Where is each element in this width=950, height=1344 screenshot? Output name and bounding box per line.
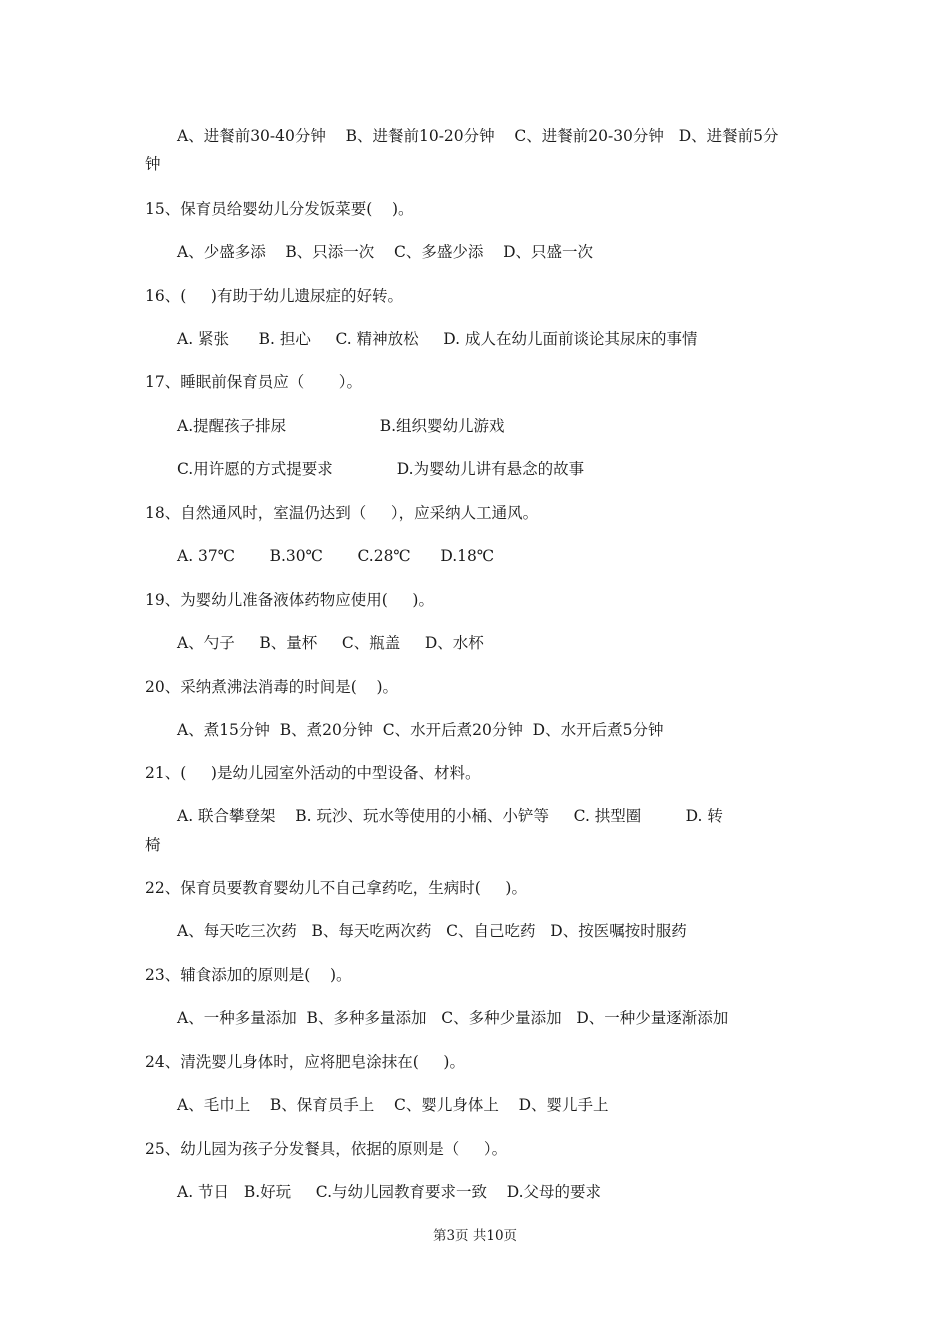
q15-options: A、少盛多添 B、只添一次 C、多盛少添 D、只盛一次 — [177, 243, 593, 261]
q25-options: A. 节日 B.好玩 C.与幼儿园教育要求一致 D.父母的要求 — [177, 1183, 602, 1201]
page-number-footer: 第3页 共10页 — [432, 1228, 518, 1244]
q21-options-wrap: 椅 — [145, 836, 161, 854]
q14-options-wrap: 钟 — [145, 155, 161, 173]
q17-options-cd: C.用许愿的方式提要求 D.为婴幼儿讲有悬念的故事 — [177, 460, 585, 478]
q19-options: A、勺子 B、量杯 C、瓶盖 D、水杯 — [177, 634, 484, 652]
q14-options: A、进餐前30-40分钟 B、进餐前10-20分钟 C、进餐前20-30分钟 D、进餐前5分 — [177, 127, 779, 145]
q23-options: A、一种多量添加 B、多种多量添加 C、多种少量添加 D、一种少量逐渐添加 — [177, 1009, 729, 1027]
question-23: 23、辅食添加的原则是( )。 — [145, 966, 352, 984]
q22-options: A、每天吃三次药 B、每天吃两次药 C、自己吃药 D、按医嘱按时服药 — [177, 922, 687, 940]
question-17: 17、睡眠前保育员应（ ）。 — [145, 373, 362, 391]
question-24: 24、清洗婴儿身体时，应将肥皂涂抹在( )。 — [145, 1053, 465, 1071]
q17-options-ab: A.提醒孩子排尿 B.组织婴幼儿游戏 — [177, 417, 505, 435]
q20-options: A、煮15分钟 B、煮20分钟 C、水开后煮20分钟 D、水开后煮5分钟 — [177, 721, 664, 739]
question-15: 15、保育员给婴幼儿分发饭菜要( )。 — [145, 200, 414, 218]
question-16: 16、( )有助于幼儿遗尿症的好转。 — [145, 287, 403, 305]
question-22: 22、保育员要教育婴幼儿不自己拿药吃，生病时( )。 — [145, 879, 527, 897]
question-21: 21、( )是幼儿园室外活动的中型设备、材料。 — [145, 764, 481, 782]
q21-options: A. 联合攀登架 B. 玩沙、玩水等使用的小桶、小铲等 C. 拱型圈 D. 转 — [177, 807, 723, 825]
question-18: 18、自然通风时，室温仍达到（ ），应采纳人工通风。 — [145, 504, 539, 522]
question-20: 20、采纳煮沸法消毒的时间是( )。 — [145, 678, 399, 696]
q16-options: A. 紧张 B. 担心 C. 精神放松 D. 成人在幼儿面前谈论其尿床的事情 — [177, 330, 698, 348]
q18-options: A. 37℃ B.30℃ C.28℃ D.18℃ — [177, 547, 495, 565]
q24-options: A、毛巾上 B、保育员手上 C、婴儿身体上 D、婴儿手上 — [177, 1096, 609, 1114]
question-19: 19、为婴幼儿准备液体药物应使用( )。 — [145, 591, 434, 609]
question-25: 25、幼儿园为孩子分发餐具，依据的原则是（ ）。 — [145, 1140, 508, 1158]
